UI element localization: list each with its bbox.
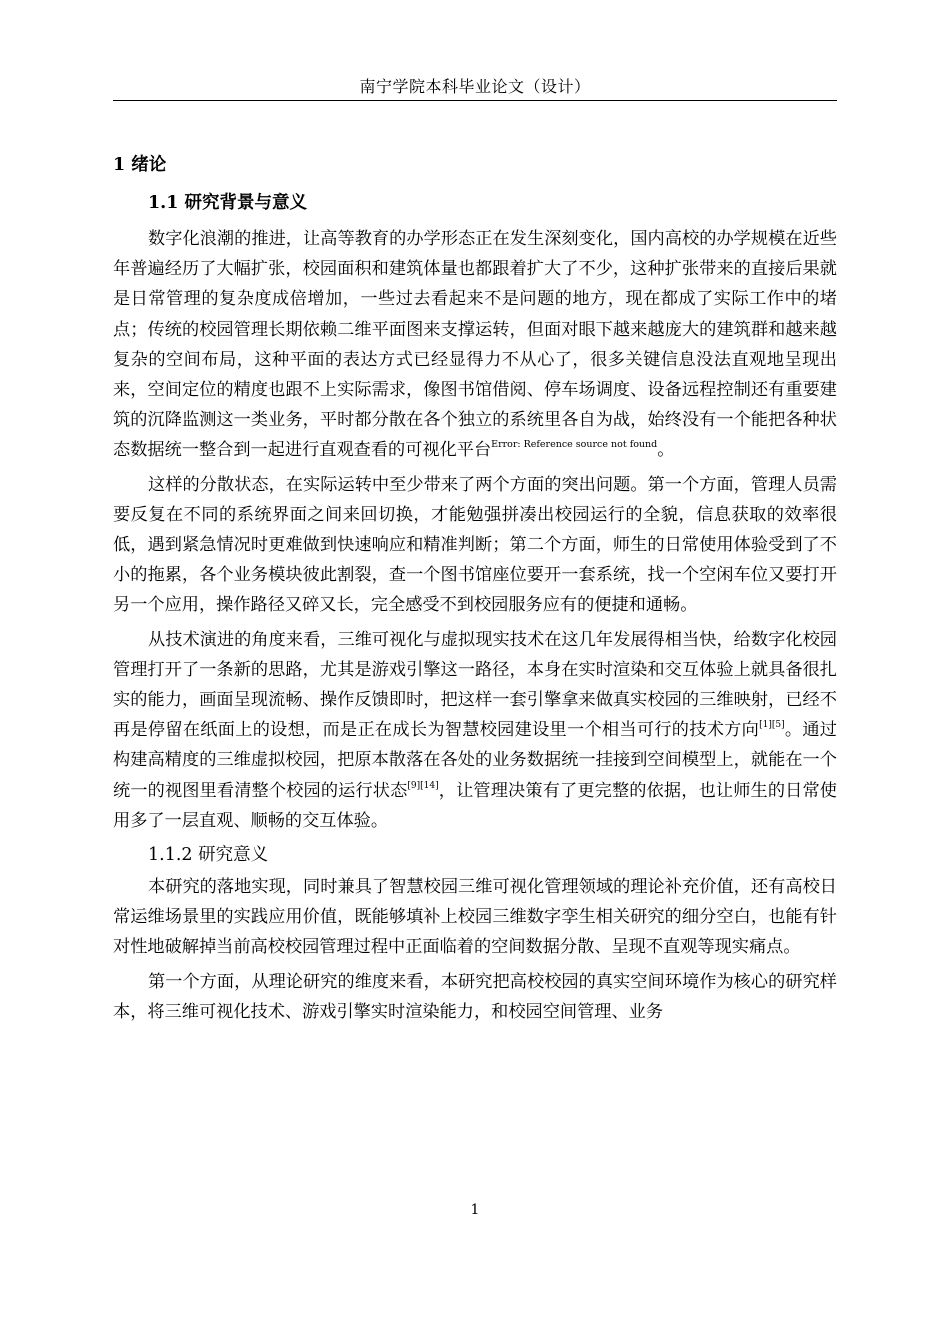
paragraph-problems: 这样的分散状态，在实际运转中至少带来了两个方面的突出问题。第一个方面，管理人员需要反复在不同的系统界面之间来回切换，才能勉强拼凑出校园运行的全貌，信息获取的效率很低，遇到紧急情况时更难做到快速响应和精准判断；第二个方面，师生的日常使用体验受到了不小的拖累，各个业务模块彼此割裂，查一个图书馆座位要开一套系统，找一个空闲车位又要打开另一个应用，操作路径又碎又长，完全感受不到校园服务应有的便捷和通畅。 xyxy=(113,474,837,616)
paragraph-background xyxy=(113,224,837,466)
document-body xyxy=(113,148,837,1027)
paragraph-significance: 本研究的落地实现，同时兼具了智慧校园三维可视化管理领域的理论补充价值，还有高校日常运维场景里的实践应用价值，既能够填补上校园三维数字孪生相关研究的细分空白，也能有针对性地破解掉当前高校校园管理过程中正面临着的空间数据分散、呈现不直观等现实痛点。 xyxy=(113,877,837,958)
paragraph-background-text: 数字化浪潮的推进，让高等教育的办学形态正在发生深刻变化，国内高校的办学规模在近些年普遍经历了大幅扩张，校园面积和建筑体量也都跟着扩大了不少，这种扩张带来的直接后果就是日常管理的复杂度成倍增加，一些过去看起来不是问题的地方，现在都成了实际工作中的堵点；传统的校园管理长期依赖二维平面图来支撑运转，但面对眼下越来越庞大的建筑群和越来越复杂的空间布局，这种平面的表达方式已经显得力不从心了，很多关键信息没法直观地呈现出来，空间定位的精度也跟不上实际需求，像图书馆借阅、停车场调度、设备远程控制还有重要建筑的沉降监测这一类业务，平时都分散在各个独立的系统里各自为战，始终没有一个能把各种状态数据统一整合到一起进行直观查看的可视化平台 xyxy=(113,229,837,461)
chapter-heading: 1 绪论 xyxy=(113,155,167,175)
header-divider xyxy=(113,100,837,101)
subsection-heading: 1.1.2 研究意义 xyxy=(148,845,269,866)
paragraph-technology-part1: 从技术演进的角度来看，三维可视化与虚拟现实技术在这几年发展得相当快，给数字化校园管理打开了一条新的思路，尤其是游戏引擎这一路径，本身在实时渲染和交互体验上就具备很扎实的能力，画面呈现流畅、操作反馈即时，把这样一套引擎拿来做真实校园的三维映射，已经不再是停留在纸面上的设想，而是正在成长为智慧校园建设里一个相当可行的技术方向 xyxy=(113,629,837,741)
paragraph-technology xyxy=(113,625,837,836)
page-number: 1 xyxy=(470,1202,480,1218)
paragraph-technology-part2: 。通过构建高精度的三维虚拟校园，把原本散落在各处的业务数据统一挂接到空间模型上，就能在一个统一的视图里看清整个校园的运行状态 xyxy=(113,720,837,801)
paragraph-background-tail: 。 xyxy=(657,440,675,461)
reference-error: Error: Reference source not found xyxy=(491,439,658,451)
section-heading: 1.1 研究背景与意义 xyxy=(148,193,308,213)
citation-9-14[interactable]: [9][14] xyxy=(407,780,439,791)
paragraph-theory: 第一个方面，从理论研究的维度来看，本研究把高校校园的真实空间环境作为核心的研究样本，将三维可视化技术、游戏引擎实时渲染能力，和校园空间管理、业务 xyxy=(113,971,837,1022)
paragraph-technology-part3: ，让管理决策有了更完整的依据，也让师生的日常使用多了一层直观、顺畅的交互体验。 xyxy=(113,780,837,831)
citation-1-5[interactable]: [1][5] xyxy=(759,720,785,731)
page-header: 南宁学院本科毕业论文（设计） xyxy=(359,77,591,96)
